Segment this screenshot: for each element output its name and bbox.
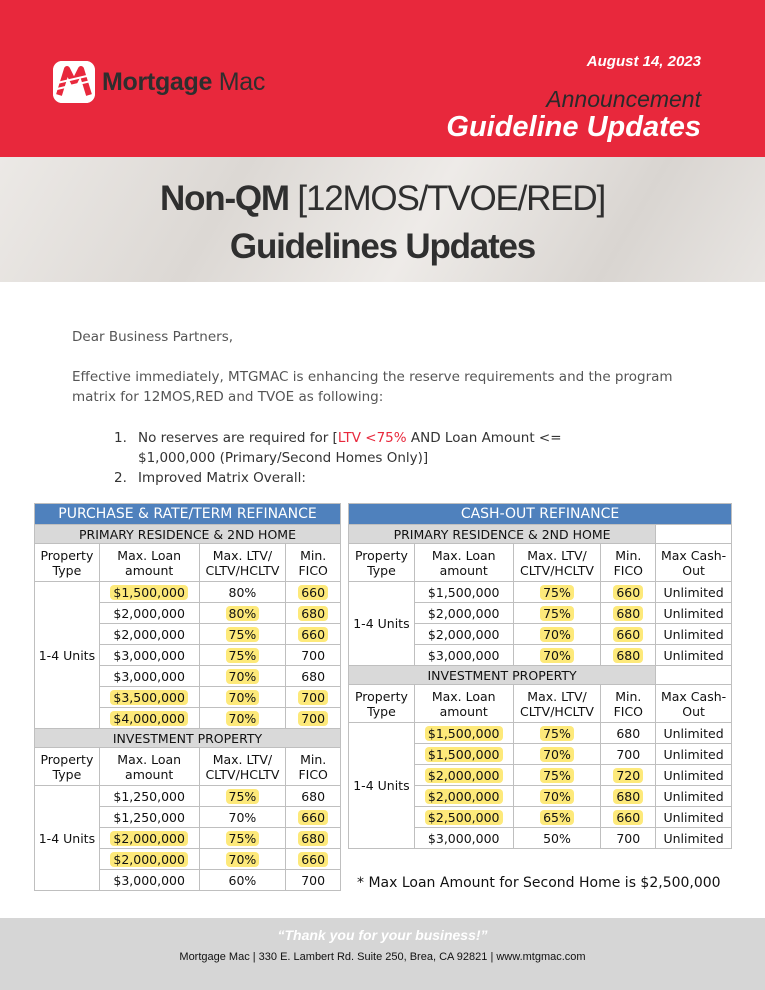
column-header: Max. LTV/ CLTV/HCLTV xyxy=(199,544,286,582)
section-header: INVESTMENT PROPERTY xyxy=(349,666,656,685)
logo-m-icon xyxy=(53,61,95,103)
table-cell xyxy=(601,582,656,603)
table-cell: $3,000,000 xyxy=(99,870,199,891)
highlighted-value: 700 xyxy=(298,711,328,726)
table-cell xyxy=(286,582,341,603)
highlighted-value: $2,500,000 xyxy=(425,810,503,825)
table-cell xyxy=(601,786,656,807)
table-cell xyxy=(286,687,341,708)
column-header: Property Type xyxy=(349,544,415,582)
column-header: Min. FICO xyxy=(601,685,656,723)
table-cell: $2,000,000 xyxy=(414,624,513,645)
highlighted-value: $2,000,000 xyxy=(425,768,503,783)
table-cell xyxy=(286,624,341,645)
table-cell xyxy=(513,645,601,666)
highlighted-value: $2,000,000 xyxy=(110,831,188,846)
logo-wordmark: Mortgage Mac xyxy=(102,67,266,96)
table-cell: $2,000,000 xyxy=(99,603,199,624)
highlighted-value: 75% xyxy=(226,648,260,663)
table-cell xyxy=(513,744,601,765)
column-header: Max. Loan amount xyxy=(99,544,199,582)
highlighted-value: 680 xyxy=(613,606,643,621)
table-cell xyxy=(199,645,286,666)
table-cell xyxy=(513,807,601,828)
cash-out-refinance-table xyxy=(348,503,732,849)
table-cell xyxy=(601,807,656,828)
highlighted-value: 75% xyxy=(540,768,574,783)
title-banner xyxy=(0,157,765,282)
property-type-cell: 1-4 Units xyxy=(349,723,415,849)
table-row xyxy=(35,582,341,603)
intro-paragraph: Effective immediately, MTGMAC is enhancing the reserve requirements and the program matrix for 12MOS,RED and TVOE as following: xyxy=(72,369,673,405)
highlighted-value: 70% xyxy=(226,711,260,726)
table-cell: 70% xyxy=(199,807,286,828)
table-cell xyxy=(513,765,601,786)
purchase-rate-term-table xyxy=(34,503,341,891)
highlighted-value: 75% xyxy=(226,627,260,642)
highlighted-value: 70% xyxy=(226,852,260,867)
table-row xyxy=(349,582,732,603)
highlighted-value: 680 xyxy=(613,789,643,804)
table-cell xyxy=(199,849,286,870)
header-band xyxy=(0,0,765,157)
list-item: 1. No reserves are required for [LTV <75% AND Loan Amount <= $1,000,000 (Primary/Second Homes Only)] xyxy=(114,430,562,466)
table-cell xyxy=(99,708,199,729)
column-header: Min. FICO xyxy=(286,748,341,786)
table-cell xyxy=(99,849,199,870)
column-header: Property Type xyxy=(35,748,100,786)
table-cell xyxy=(199,666,286,687)
highlighted-value: 75% xyxy=(540,726,574,741)
column-header: Max. Loan amount xyxy=(99,748,199,786)
highlighted-value: 75% xyxy=(540,606,574,621)
table-cell: $1,250,000 xyxy=(99,807,199,828)
highlighted-value: 70% xyxy=(540,789,574,804)
highlighted-value: $1,500,000 xyxy=(425,747,503,762)
table-cell: Unlimited xyxy=(656,603,732,624)
table-cell: $3,000,000 xyxy=(414,645,513,666)
table-cell xyxy=(513,582,601,603)
table-title: PURCHASE & RATE/TERM REFINANCE xyxy=(35,504,341,525)
table-cell xyxy=(199,687,286,708)
column-header: Max Cash-Out xyxy=(656,544,732,582)
table-cell xyxy=(286,603,341,624)
column-header: Max. Loan amount xyxy=(414,544,513,582)
table-cell xyxy=(414,807,513,828)
highlighted-value: 70% xyxy=(540,627,574,642)
highlighted-value: $2,000,000 xyxy=(110,852,188,867)
table-cell xyxy=(601,624,656,645)
table-cell xyxy=(286,849,341,870)
table-cell: 680 xyxy=(601,723,656,744)
company-address: Mortgage Mac | 330 E. Lambert Rd. Suite 250, Brea, CA 92821 | www.mtgmac.com xyxy=(179,951,586,963)
table-cell: Unlimited xyxy=(656,723,732,744)
column-header: Property Type xyxy=(349,685,415,723)
column-header: Min. FICO xyxy=(286,544,341,582)
highlighted-value: 660 xyxy=(298,627,328,642)
table-cell: Unlimited xyxy=(656,786,732,807)
table-cell xyxy=(601,765,656,786)
table-cell xyxy=(414,744,513,765)
table-cell: $1,500,000 xyxy=(414,582,513,603)
table-cell: 680 xyxy=(286,666,341,687)
table-cell: $3,000,000 xyxy=(99,645,199,666)
highlighted-value: 680 xyxy=(613,648,643,663)
list-item: 2. Improved Matrix Overall: xyxy=(114,470,306,486)
table-cell xyxy=(199,603,286,624)
highlighted-value: 660 xyxy=(298,852,328,867)
table-cell xyxy=(513,723,601,744)
table-cell xyxy=(513,603,601,624)
table-cell: 700 xyxy=(601,828,656,849)
highlighted-value: 660 xyxy=(298,585,328,600)
table-cell: 700 xyxy=(601,744,656,765)
update-list xyxy=(114,428,714,488)
company-logo[interactable] xyxy=(53,61,265,103)
column-header: Max. Loan amount xyxy=(414,685,513,723)
highlighted-value: 65% xyxy=(540,810,574,825)
table-cell xyxy=(286,807,341,828)
table-cell: $3,000,000 xyxy=(99,666,199,687)
highlighted-value: 75% xyxy=(540,585,574,600)
table-cell: Unlimited xyxy=(656,744,732,765)
highlighted-value: 70% xyxy=(540,648,574,663)
table-cell xyxy=(513,624,601,645)
table-cell: $2,000,000 xyxy=(99,624,199,645)
announcement-label: Announcement xyxy=(546,86,701,112)
highlighted-value: 70% xyxy=(226,690,260,705)
section-header: PRIMARY RESIDENCE & 2ND HOME xyxy=(349,525,656,544)
page-title: Non-QM [12MOS/TVOE/RED] xyxy=(160,179,605,218)
thank-you-message: “Thank you for your business!” xyxy=(277,927,488,943)
table-cell: Unlimited xyxy=(656,645,732,666)
column-header: Property Type xyxy=(35,544,100,582)
table-cell: Unlimited xyxy=(656,624,732,645)
page-subtitle: Guidelines Updates xyxy=(229,227,536,266)
announcement-date: August 14, 2023 xyxy=(586,53,701,70)
highlighted-value: 660 xyxy=(613,810,643,825)
table-cell xyxy=(99,687,199,708)
headline: Guideline Updates xyxy=(446,111,701,143)
column-header: Max. LTV/ CLTV/HCLTV xyxy=(513,685,601,723)
table-cell xyxy=(99,828,199,849)
highlighted-value: 700 xyxy=(298,690,328,705)
highlighted-value: $2,000,000 xyxy=(425,789,503,804)
table-cell xyxy=(601,645,656,666)
table-cell xyxy=(286,708,341,729)
table-cell xyxy=(414,786,513,807)
table-row xyxy=(349,723,732,744)
table-cell: $1,250,000 xyxy=(99,786,199,807)
table-cell xyxy=(414,765,513,786)
table-cell xyxy=(601,603,656,624)
highlighted-value: 75% xyxy=(226,789,260,804)
highlighted-value: 70% xyxy=(226,669,260,684)
table-row xyxy=(35,786,341,807)
table-cell: $2,000,000 xyxy=(414,603,513,624)
table-cell: 60% xyxy=(199,870,286,891)
highlighted-value: 680 xyxy=(298,831,328,846)
table-cell xyxy=(199,786,286,807)
table-cell xyxy=(199,708,286,729)
highlighted-value: 720 xyxy=(613,768,643,783)
highlighted-value: 660 xyxy=(298,810,328,825)
table-cell: 680 xyxy=(286,786,341,807)
table-cell xyxy=(414,723,513,744)
table-cell: 700 xyxy=(286,645,341,666)
highlighted-value: $3,500,000 xyxy=(110,690,188,705)
highlighted-value: 70% xyxy=(540,747,574,762)
table-cell: Unlimited xyxy=(656,807,732,828)
table-cell: Unlimited xyxy=(656,828,732,849)
highlighted-value: $1,500,000 xyxy=(110,585,188,600)
table-cell xyxy=(199,624,286,645)
column-header: Min. FICO xyxy=(601,544,656,582)
table-cell xyxy=(513,786,601,807)
table-cell: Unlimited xyxy=(656,765,732,786)
highlighted-value: 680 xyxy=(298,606,328,621)
highlighted-value: 660 xyxy=(613,627,643,642)
table-cell xyxy=(286,828,341,849)
table-cell xyxy=(199,828,286,849)
table-cell: 700 xyxy=(286,870,341,891)
highlighted-value: 660 xyxy=(613,585,643,600)
section-header: PRIMARY RESIDENCE & 2ND HOME xyxy=(35,525,341,544)
property-type-cell: 1-4 Units xyxy=(35,582,100,729)
highlighted-value: 75% xyxy=(226,831,260,846)
table-cell: 50% xyxy=(513,828,601,849)
table-cell: $3,000,000 xyxy=(414,828,513,849)
table-cell: Unlimited xyxy=(656,582,732,603)
property-type-cell: 1-4 Units xyxy=(349,582,415,666)
highlighted-value: $4,000,000 xyxy=(110,711,188,726)
second-home-note: * Max Loan Amount for Second Home is $2,500,000 xyxy=(357,875,721,891)
column-header: Max. LTV/ CLTV/HCLTV xyxy=(513,544,601,582)
section-header: INVESTMENT PROPERTY xyxy=(35,729,341,748)
greeting: Dear Business Partners, xyxy=(72,329,234,345)
highlighted-value: $1,500,000 xyxy=(425,726,503,741)
property-type-cell: 1-4 Units xyxy=(35,786,100,891)
highlighted-value: 80% xyxy=(226,606,260,621)
table-cell: 80% xyxy=(199,582,286,603)
table-cell xyxy=(99,582,199,603)
column-header: Max Cash-Out xyxy=(656,685,732,723)
table-title: CASH-OUT REFINANCE xyxy=(349,504,732,525)
footer xyxy=(0,918,765,990)
column-header: Max. LTV/ CLTV/HCLTV xyxy=(199,748,286,786)
